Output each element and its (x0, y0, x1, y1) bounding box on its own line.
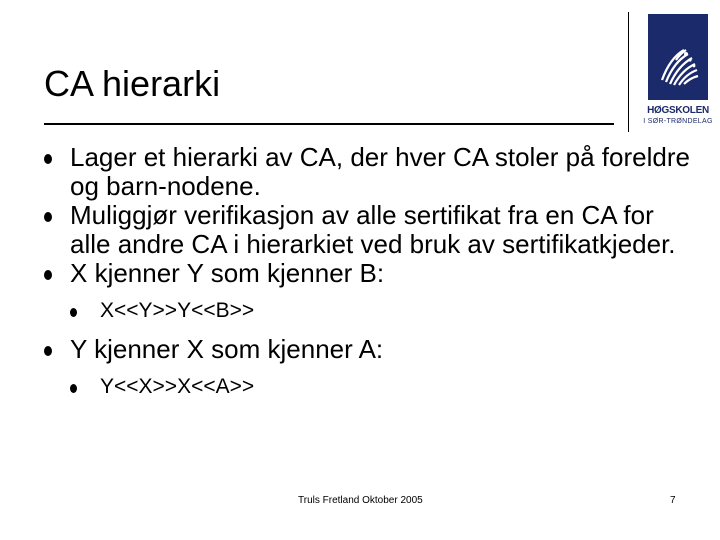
bullet-dot-icon (44, 270, 52, 280)
slide-footer: Truls Fretland Oktober 2005 (298, 495, 423, 506)
bullet-dot-icon (70, 308, 77, 317)
logo-subtitle: I SØR-TRØNDELAG (643, 118, 713, 125)
list-item (44, 201, 694, 259)
page-number: 7 (670, 495, 676, 506)
bullet-text: Muliggjør verifikasjon av alle sertifikat fra en CA for alle andre CA i hierarkiet ved bruk av sertifikatkjeder. (70, 200, 676, 259)
bullet-text: Y kjenner X som kjenner A: (70, 334, 384, 364)
bullet-dot-icon (44, 212, 52, 222)
bullet-text: Y<<X>>X<<A>> (100, 375, 255, 398)
bullet-dot-icon (44, 346, 52, 356)
slide-title: CA hierarki (44, 63, 221, 104)
list-item (44, 259, 694, 288)
school-logo (642, 14, 714, 132)
title-underline (44, 123, 614, 125)
list-item (44, 335, 694, 364)
bullet-text: X<<Y>>Y<<B>> (100, 299, 255, 322)
bullet-dot-icon (44, 154, 52, 164)
bullet-dot-icon (70, 384, 77, 393)
list-item (44, 299, 694, 323)
logo-divider (628, 12, 629, 132)
logo-emblem-icon (648, 14, 708, 100)
logo-name: HØGSKOLEN (647, 105, 709, 116)
list-item (44, 375, 694, 399)
bullet-list (44, 143, 694, 399)
bullet-text: X kjenner Y som kjenner B: (70, 258, 385, 288)
list-item (44, 143, 694, 201)
bullet-text: Lager et hierarki av CA, der hver CA stoler på foreldre og barn-nodene. (70, 142, 690, 201)
